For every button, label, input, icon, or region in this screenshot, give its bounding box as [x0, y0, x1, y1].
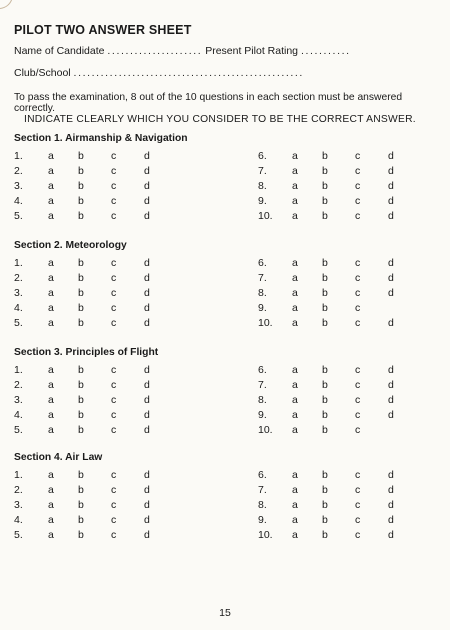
pass-instruction: To pass the examination, 8 out of the 10 questions in each section must be answered correctly.	[14, 92, 403, 114]
answer-option-a[interactable]: a	[292, 469, 298, 481]
question-row	[14, 180, 164, 193]
answer-option-b[interactable]: b	[322, 257, 328, 269]
question-row	[14, 195, 164, 208]
question-row	[258, 317, 408, 330]
answer-option-a[interactable]: a	[48, 257, 54, 269]
answer-option-c[interactable]: c	[355, 424, 361, 436]
answer-option-b[interactable]: b	[78, 302, 84, 314]
answer-option-d[interactable]: d	[144, 150, 150, 162]
answer-option-b[interactable]: b	[78, 272, 84, 284]
answer-option-c[interactable]: c	[355, 195, 361, 207]
question-row	[14, 210, 164, 223]
question-row	[14, 165, 164, 178]
answer-option-d[interactable]: d	[388, 379, 394, 391]
question-row	[258, 499, 408, 512]
answer-option-d[interactable]: d	[388, 195, 394, 207]
answer-option-d[interactable]: d	[388, 272, 394, 284]
answer-option-d[interactable]: d	[388, 514, 394, 526]
answer-option-b[interactable]: b	[78, 364, 84, 376]
question-number: 2.	[14, 379, 23, 391]
answer-option-b[interactable]: b	[78, 317, 84, 329]
question-number: 1.	[14, 257, 23, 269]
answer-option-c[interactable]: c	[111, 210, 117, 222]
answer-option-d[interactable]: d	[144, 469, 150, 481]
answer-option-d[interactable]: d	[388, 484, 394, 496]
answer-option-b[interactable]: b	[78, 424, 84, 436]
answer-option-c[interactable]: c	[355, 514, 361, 526]
answer-option-b[interactable]: b	[322, 529, 328, 541]
question-number: 10.	[258, 210, 273, 222]
answer-option-d[interactable]: d	[144, 165, 150, 177]
club-label: Club/School	[14, 67, 71, 79]
answer-option-d[interactable]: d	[388, 210, 394, 222]
answer-option-a[interactable]: a	[292, 317, 298, 329]
answer-option-a[interactable]: a	[292, 379, 298, 391]
page-number: 15	[219, 607, 231, 619]
answer-option-a[interactable]: a	[48, 394, 54, 406]
answer-option-c[interactable]: c	[355, 364, 361, 376]
candidate-rating-line	[14, 45, 434, 57]
answer-option-a[interactable]: a	[292, 499, 298, 511]
answer-option-b[interactable]: b	[322, 302, 328, 314]
question-number: 3.	[14, 394, 23, 406]
answer-option-c[interactable]: c	[355, 499, 361, 511]
answer-option-d[interactable]: d	[144, 484, 150, 496]
answer-option-b[interactable]: b	[78, 529, 84, 541]
question-number: 8.	[258, 287, 267, 299]
question-row	[258, 302, 408, 315]
answer-option-b[interactable]: b	[322, 469, 328, 481]
answer-option-d[interactable]: d	[388, 317, 394, 329]
answer-option-b[interactable]: b	[78, 499, 84, 511]
question-number: 8.	[258, 499, 267, 511]
question-number: 10.	[258, 317, 273, 329]
question-row	[14, 394, 164, 407]
page-title: PILOT TWO ANSWER SHEET	[14, 23, 192, 37]
answer-option-b[interactable]: b	[322, 499, 328, 511]
answer-option-a[interactable]: a	[48, 379, 54, 391]
question-number: 7.	[258, 379, 267, 391]
question-number: 4.	[14, 409, 23, 421]
answer-option-a[interactable]: a	[48, 469, 54, 481]
answer-option-b[interactable]: b	[322, 165, 328, 177]
candidate-label: Name of Candidate	[14, 45, 105, 57]
question-number: 5.	[14, 529, 23, 541]
answer-option-c[interactable]: c	[355, 302, 361, 314]
question-row	[14, 150, 164, 163]
answer-option-c[interactable]: c	[111, 257, 117, 269]
question-number: 4.	[14, 302, 23, 314]
answer-option-d[interactable]: d	[144, 379, 150, 391]
answer-option-b[interactable]: b	[322, 514, 328, 526]
question-row	[14, 272, 164, 285]
question-number: 4.	[14, 195, 23, 207]
question-number: 9.	[258, 409, 267, 421]
answer-option-d[interactable]: d	[144, 514, 150, 526]
answer-option-c[interactable]: c	[111, 379, 117, 391]
answer-option-c[interactable]: c	[355, 409, 361, 421]
answer-option-a[interactable]: a	[48, 484, 54, 496]
question-number: 6.	[258, 469, 267, 481]
answer-option-c[interactable]: c	[355, 257, 361, 269]
answer-option-d[interactable]: d	[388, 529, 394, 541]
question-number: 5.	[14, 424, 23, 436]
question-number: 1.	[14, 150, 23, 162]
question-row	[258, 514, 408, 527]
rating-fill-line[interactable]: ...........	[300, 45, 351, 57]
question-number: 8.	[258, 180, 267, 192]
answer-option-a[interactable]: a	[48, 195, 54, 207]
answer-option-a[interactable]: a	[292, 272, 298, 284]
answer-option-b[interactable]: b	[78, 257, 84, 269]
answer-option-a[interactable]: a	[48, 150, 54, 162]
answer-option-d[interactable]: d	[144, 180, 150, 192]
answer-option-c[interactable]: c	[111, 394, 117, 406]
answer-option-b[interactable]: b	[322, 272, 328, 284]
answer-option-c[interactable]: c	[111, 469, 117, 481]
answer-option-c[interactable]: c	[355, 287, 361, 299]
question-number: 7.	[258, 165, 267, 177]
question-number: 3.	[14, 499, 23, 511]
answer-option-b[interactable]: b	[78, 287, 84, 299]
answer-option-c[interactable]: c	[355, 529, 361, 541]
question-number: 1.	[14, 469, 23, 481]
answer-option-b[interactable]: b	[78, 150, 84, 162]
answer-option-d[interactable]: d	[144, 364, 150, 376]
club-line	[14, 67, 434, 79]
question-row	[258, 272, 408, 285]
question-row	[258, 469, 408, 482]
question-row	[258, 364, 408, 377]
question-number: 3.	[14, 287, 23, 299]
answer-option-c[interactable]: c	[111, 364, 117, 376]
answer-option-b[interactable]: b	[322, 180, 328, 192]
question-number: 5.	[14, 317, 23, 329]
question-row	[258, 379, 408, 392]
question-row	[258, 529, 408, 542]
answer-option-c[interactable]: c	[355, 484, 361, 496]
answer-option-c[interactable]: c	[111, 409, 117, 421]
question-row	[258, 210, 408, 223]
answer-option-d[interactable]: d	[144, 499, 150, 511]
indicate-instruction: INDICATE CLEARLY WHICH YOU CONSIDER TO BE THE CORRECT ANSWER.	[24, 114, 416, 125]
answer-option-d[interactable]: d	[388, 257, 394, 269]
answer-option-c[interactable]: c	[355, 150, 361, 162]
question-row	[14, 379, 164, 392]
answer-option-c[interactable]: c	[355, 272, 361, 284]
question-number: 5.	[14, 210, 23, 222]
answer-option-b[interactable]: b	[322, 150, 328, 162]
answer-option-a[interactable]: a	[48, 514, 54, 526]
answer-option-b[interactable]: b	[78, 180, 84, 192]
question-row	[258, 409, 408, 422]
answer-option-a[interactable]: a	[48, 499, 54, 511]
answer-option-b[interactable]: b	[322, 394, 328, 406]
answer-option-a[interactable]: a	[292, 210, 298, 222]
answer-option-c[interactable]: c	[355, 165, 361, 177]
answer-option-a[interactable]: a	[292, 257, 298, 269]
answer-option-c[interactable]: c	[355, 180, 361, 192]
answer-option-c[interactable]: c	[111, 424, 117, 436]
question-row	[14, 469, 164, 482]
section-heading: Section 4. Air Law	[14, 452, 103, 463]
question-row	[14, 317, 164, 330]
answer-option-a[interactable]: a	[292, 195, 298, 207]
answer-option-c[interactable]: c	[355, 469, 361, 481]
answer-option-a[interactable]: a	[292, 150, 298, 162]
answer-option-a[interactable]: a	[292, 409, 298, 421]
answer-option-a[interactable]: a	[292, 394, 298, 406]
answer-option-d[interactable]: d	[144, 257, 150, 269]
answer-option-a[interactable]: a	[48, 287, 54, 299]
question-number: 4.	[14, 514, 23, 526]
answer-option-b[interactable]: b	[322, 195, 328, 207]
question-number: 6.	[258, 150, 267, 162]
answer-option-d[interactable]: d	[388, 364, 394, 376]
answer-option-a[interactable]: a	[48, 180, 54, 192]
answer-option-b[interactable]: b	[322, 317, 328, 329]
question-row	[258, 195, 408, 208]
answer-option-d[interactable]: d	[144, 424, 150, 436]
answer-option-b[interactable]: b	[322, 379, 328, 391]
question-row	[258, 394, 408, 407]
question-row	[258, 484, 408, 497]
answer-option-c[interactable]: c	[111, 287, 117, 299]
question-number: 2.	[14, 272, 23, 284]
answer-option-b[interactable]: b	[322, 484, 328, 496]
answer-option-d[interactable]: d	[144, 210, 150, 222]
answer-option-d[interactable]: d	[144, 317, 150, 329]
answer-option-c[interactable]: c	[111, 484, 117, 496]
answer-option-a[interactable]: a	[292, 180, 298, 192]
question-number: 7.	[258, 484, 267, 496]
question-number: 9.	[258, 514, 267, 526]
answer-option-a[interactable]: a	[292, 424, 298, 436]
answer-option-c[interactable]: c	[355, 317, 361, 329]
question-number: 8.	[258, 394, 267, 406]
answer-option-b[interactable]: b	[78, 469, 84, 481]
question-row	[14, 409, 164, 422]
question-number: 7.	[258, 272, 267, 284]
answer-option-a[interactable]: a	[48, 302, 54, 314]
answer-option-c[interactable]: c	[355, 210, 361, 222]
answer-option-c[interactable]: c	[111, 302, 117, 314]
answer-option-a[interactable]: a	[292, 287, 298, 299]
answer-option-b[interactable]: b	[78, 484, 84, 496]
answer-option-b[interactable]: b	[78, 379, 84, 391]
answer-option-d[interactable]: d	[388, 394, 394, 406]
question-row	[14, 484, 164, 497]
section-heading: Section 2. Meteorology	[14, 240, 127, 251]
answer-option-a[interactable]: a	[48, 272, 54, 284]
question-row	[258, 287, 408, 300]
question-number: 2.	[14, 484, 23, 496]
answer-option-a[interactable]: a	[48, 529, 54, 541]
answer-option-b[interactable]: b	[78, 210, 84, 222]
answer-option-a[interactable]: a	[48, 210, 54, 222]
question-row	[258, 150, 408, 163]
answer-option-d[interactable]: d	[144, 195, 150, 207]
section-heading: Section 3. Principles of Flight	[14, 347, 159, 358]
answer-option-a[interactable]: a	[292, 529, 298, 541]
answer-option-b[interactable]: b	[322, 287, 328, 299]
question-row	[258, 165, 408, 178]
candidate-fill-line[interactable]: .....................	[107, 45, 203, 57]
answer-option-d[interactable]: d	[144, 302, 150, 314]
question-number: 2.	[14, 165, 23, 177]
question-number: 3.	[14, 180, 23, 192]
answer-option-d[interactable]: d	[144, 272, 150, 284]
answer-option-d[interactable]: d	[144, 394, 150, 406]
answer-option-d[interactable]: d	[388, 469, 394, 481]
answer-option-a[interactable]: a	[292, 514, 298, 526]
answer-option-a[interactable]: a	[292, 484, 298, 496]
question-row	[14, 257, 164, 270]
page-corner-mark	[0, 0, 13, 9]
question-number: 1.	[14, 364, 23, 376]
answer-option-b[interactable]: b	[78, 409, 84, 421]
answer-option-a[interactable]: a	[48, 165, 54, 177]
answer-option-a[interactable]: a	[48, 424, 54, 436]
question-row	[14, 302, 164, 315]
answer-option-d[interactable]: d	[388, 150, 394, 162]
answer-option-c[interactable]: c	[111, 150, 117, 162]
answer-option-c[interactable]: c	[111, 529, 117, 541]
question-row	[14, 529, 164, 542]
question-row	[258, 257, 408, 270]
answer-option-d[interactable]: d	[144, 409, 150, 421]
answer-option-b[interactable]: b	[322, 364, 328, 376]
answer-option-b[interactable]: b	[78, 165, 84, 177]
answer-option-c[interactable]: c	[111, 514, 117, 526]
question-row	[14, 499, 164, 512]
question-number: 6.	[258, 364, 267, 376]
answer-option-a[interactable]: a	[48, 317, 54, 329]
answer-option-c[interactable]: c	[111, 195, 117, 207]
question-row	[14, 364, 164, 377]
answer-option-d[interactable]: d	[144, 287, 150, 299]
answer-option-c[interactable]: c	[111, 180, 117, 192]
answer-option-b[interactable]: b	[322, 409, 328, 421]
answer-option-b[interactable]: b	[78, 195, 84, 207]
answer-option-d[interactable]: d	[388, 165, 394, 177]
answer-option-a[interactable]: a	[292, 302, 298, 314]
club-fill-line[interactable]: ...................................................	[73, 67, 304, 79]
answer-option-c[interactable]: c	[355, 379, 361, 391]
answer-option-d[interactable]: d	[388, 180, 394, 192]
answer-option-d[interactable]: d	[388, 409, 394, 421]
answer-option-a[interactable]: a	[292, 165, 298, 177]
question-number: 9.	[258, 195, 267, 207]
question-row	[14, 514, 164, 527]
question-number: 10.	[258, 424, 273, 436]
answer-option-d[interactable]: d	[144, 529, 150, 541]
answer-option-c[interactable]: c	[111, 272, 117, 284]
answer-option-d[interactable]: d	[388, 287, 394, 299]
question-number: 9.	[258, 302, 267, 314]
answer-option-c[interactable]: c	[111, 499, 117, 511]
answer-option-c[interactable]: c	[111, 317, 117, 329]
answer-option-b[interactable]: b	[78, 394, 84, 406]
answer-option-a[interactable]: a	[292, 364, 298, 376]
rating-label: Present Pilot Rating	[205, 45, 299, 57]
answer-option-b[interactable]: b	[322, 210, 328, 222]
answer-option-b[interactable]: b	[322, 424, 328, 436]
question-row	[258, 424, 408, 437]
question-row	[14, 424, 164, 437]
answer-option-d[interactable]: d	[388, 499, 394, 511]
question-row	[258, 180, 408, 193]
answer-option-c[interactable]: c	[111, 165, 117, 177]
question-number: 6.	[258, 257, 267, 269]
section-heading: Section 1. Airmanship & Navigation	[14, 133, 188, 144]
answer-option-a[interactable]: a	[48, 409, 54, 421]
answer-option-c[interactable]: c	[355, 394, 361, 406]
question-row	[14, 287, 164, 300]
answer-option-a[interactable]: a	[48, 364, 54, 376]
answer-option-b[interactable]: b	[78, 514, 84, 526]
question-number: 10.	[258, 529, 273, 541]
